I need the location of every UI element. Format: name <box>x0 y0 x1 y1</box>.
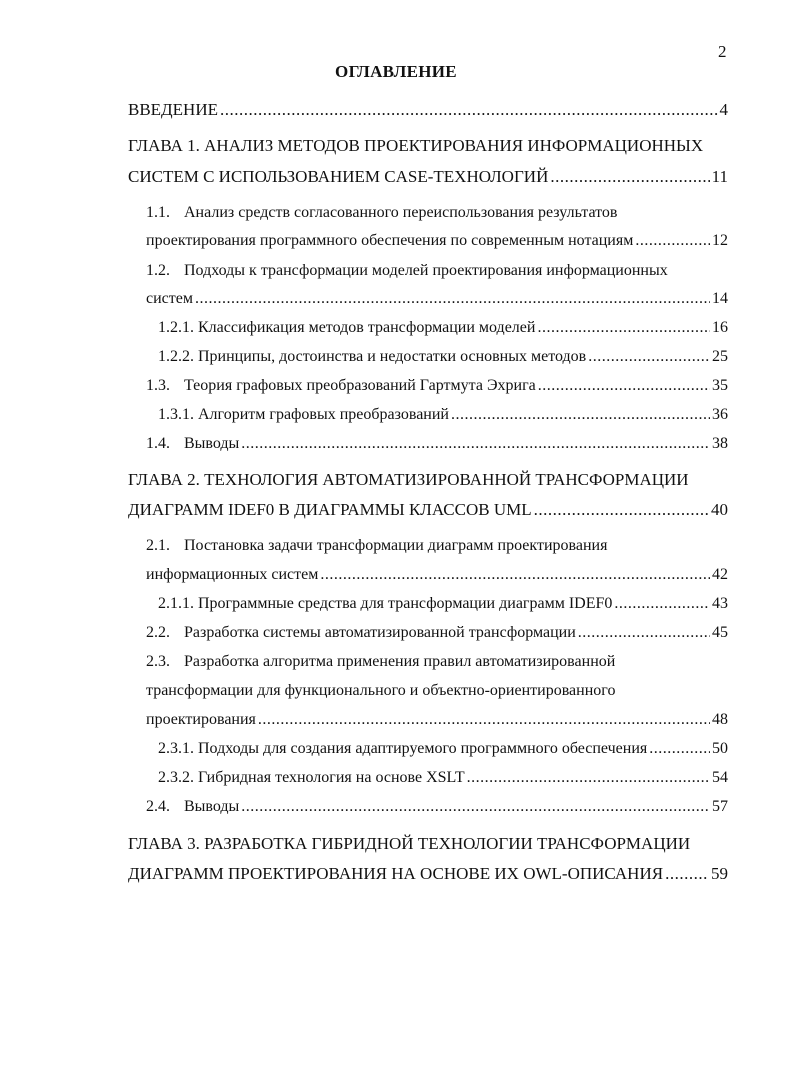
toc-entry-page: 38 <box>712 435 728 452</box>
toc-entry-introduction[interactable] <box>128 100 728 120</box>
toc-section-1-2[interactable] <box>146 290 728 308</box>
toc-entry-page: 42 <box>712 566 728 583</box>
dot-leader <box>537 319 710 337</box>
dot-leader <box>649 740 710 758</box>
dot-leader <box>614 595 710 613</box>
toc-entry-page: 36 <box>712 406 728 423</box>
dot-leader <box>220 100 718 120</box>
toc-entry-page: 14 <box>712 290 728 307</box>
toc-entry-text: ГЛАВА 3. РАЗРАБОТКА ГИБРИДНОЙ ТЕХНОЛОГИИ ТРАНСФОРМАЦИИ <box>128 834 691 853</box>
toc-entry-text: 2.3.1. Подходы для создания адаптируемого программного обеспечения <box>158 740 648 757</box>
toc-entry-page: 59 <box>711 864 728 883</box>
toc-chapter-2-line1[interactable] <box>128 470 728 490</box>
dot-leader <box>241 798 710 816</box>
toc-entry-page: 40 <box>711 500 728 519</box>
toc-entry-number: 1.1. <box>146 204 170 221</box>
toc-section-2-3[interactable] <box>146 711 728 729</box>
dot-leader <box>578 624 710 642</box>
toc-entry-page: 25 <box>712 348 728 365</box>
toc-subsection-1-2-1[interactable] <box>158 319 728 337</box>
toc-chapter-3[interactable] <box>128 864 728 884</box>
dot-leader <box>588 348 710 366</box>
toc-entry-text: Анализ средств согласованного переиспользования результатов <box>184 204 618 221</box>
dot-leader <box>665 864 709 884</box>
toc-entry-number: 2.3. <box>146 653 170 670</box>
toc-section-2-3-line2[interactable] <box>146 682 728 700</box>
toc-entry-text: информационных систем <box>146 566 319 583</box>
dot-leader <box>635 232 710 250</box>
toc-entry-page: 43 <box>712 595 728 612</box>
toc-entry-text: проектирования <box>146 711 256 728</box>
toc-subsection-2-3-1[interactable] <box>158 740 728 758</box>
toc-chapter-3-line1[interactable] <box>128 834 728 854</box>
toc-entry-text: Постановка задачи трансформации диаграмм проектирования <box>184 537 608 554</box>
toc-entry-page: 35 <box>712 377 728 394</box>
dot-leader <box>258 711 710 729</box>
toc-entry-text: Подходы к трансформации моделей проектирования информационных <box>184 262 668 279</box>
toc-subsection-2-1-1[interactable] <box>158 595 728 613</box>
dot-leader <box>195 290 710 308</box>
toc-entry-number: 2.2. <box>146 624 170 641</box>
dot-leader <box>538 377 710 395</box>
dot-leader <box>534 500 709 520</box>
toc-section-2-1-line1[interactable] <box>146 537 728 555</box>
toc-section-2-3-line1[interactable] <box>146 653 728 671</box>
toc-entry-text: ГЛАВА 2. ТЕХНОЛОГИЯ АВТОМАТИЗИРОВАННОЙ ТРАНСФОРМАЦИИ <box>128 470 689 489</box>
toc-chapter-2[interactable] <box>128 500 728 520</box>
dot-leader <box>467 769 710 787</box>
dot-leader <box>241 435 710 453</box>
toc-chapter-1[interactable] <box>128 167 728 187</box>
page-number: 2 <box>718 42 727 61</box>
toc-entry-page: 50 <box>712 740 728 757</box>
toc-entry-text: СИСТЕМ С ИСПОЛЬЗОВАНИЕМ CASE-ТЕХНОЛОГИЙ <box>128 167 549 186</box>
dot-leader <box>451 406 710 424</box>
toc-entry-text: Выводы <box>184 435 240 452</box>
toc-entry-text: 1.2.1. Классификация методов трансформации моделей <box>158 319 536 336</box>
toc-subsection-2-3-2[interactable] <box>158 769 728 787</box>
toc-entry-number: 1.3. <box>146 377 170 394</box>
toc-section-2-4[interactable] <box>146 798 728 816</box>
toc-entry-text: Разработка алгоритма применения правил автоматизированной <box>184 653 616 670</box>
toc-chapter-1-line1[interactable] <box>128 136 728 156</box>
toc-entry-text: Теория графовых преобразований Гартмута Эхрига <box>184 377 536 394</box>
toc-entry-page: 11 <box>711 167 728 186</box>
toc-entry-number: 2.4. <box>146 798 170 815</box>
toc-entry-page: 48 <box>712 711 728 728</box>
toc-section-1-1-line1[interactable] <box>146 204 728 222</box>
page-title: ОГЛАВЛЕНИЕ <box>335 62 457 81</box>
toc-section-2-1[interactable] <box>146 566 728 584</box>
toc-entry-text: ВВЕДЕНИЕ <box>128 100 218 119</box>
toc-subsection-1-3-1[interactable] <box>158 406 728 424</box>
toc-section-1-4[interactable] <box>146 435 728 453</box>
dot-leader <box>550 167 709 187</box>
toc-entry-number: 2.1. <box>146 537 170 554</box>
toc-entry-text: проектирования программного обеспечения по современным нотациям <box>146 232 634 249</box>
toc-entry-text: Выводы <box>184 798 240 815</box>
toc-section-1-1[interactable] <box>146 232 728 250</box>
toc-subsection-1-2-2[interactable] <box>158 348 728 366</box>
toc-entry-text: систем <box>146 290 193 307</box>
toc-entry-text: 2.3.2. Гибридная технология на основе XSLT <box>158 769 465 786</box>
toc-entry-page: 45 <box>712 624 728 641</box>
toc-entry-text: Разработка системы автоматизированной трансформации <box>184 624 576 641</box>
toc-entry-text: ДИАГРАММ IDEF0 В ДИАГРАММЫ КЛАССОВ UML <box>128 500 532 519</box>
toc-entry-text: ГЛАВА 1. АНАЛИЗ МЕТОДОВ ПРОЕКТИРОВАНИЯ ИНФОРМАЦИОННЫХ <box>128 136 704 155</box>
toc-entry-page: 54 <box>712 769 728 786</box>
toc-entry-page: 57 <box>712 798 728 815</box>
toc-section-1-2-line1[interactable] <box>146 262 728 280</box>
toc-entry-number: 1.2. <box>146 262 170 279</box>
toc-section-1-3[interactable] <box>146 377 728 395</box>
toc-entry-text: 2.1.1. Программные средства для трансформации диаграмм IDEF0 <box>158 595 613 612</box>
toc-entry-text: 1.2.2. Принципы, достоинства и недостатки основных методов <box>158 348 587 365</box>
toc-section-2-2[interactable] <box>146 624 728 642</box>
toc-entry-text: ДИАГРАММ ПРОЕКТИРОВАНИЯ НА ОСНОВЕ ИХ OWL-ОПИСАНИЯ <box>128 864 664 883</box>
toc-entry-page: 12 <box>712 232 728 249</box>
dot-leader <box>320 566 710 584</box>
toc-entry-text: трансформации для функционального и объектно-ориентированного <box>146 682 616 699</box>
toc-entry-page: 4 <box>719 100 728 119</box>
toc-entry-number: 1.4. <box>146 435 170 452</box>
toc-entry-text: 1.3.1. Алгоритм графовых преобразований <box>158 406 449 423</box>
toc-entry-page: 16 <box>712 319 728 336</box>
